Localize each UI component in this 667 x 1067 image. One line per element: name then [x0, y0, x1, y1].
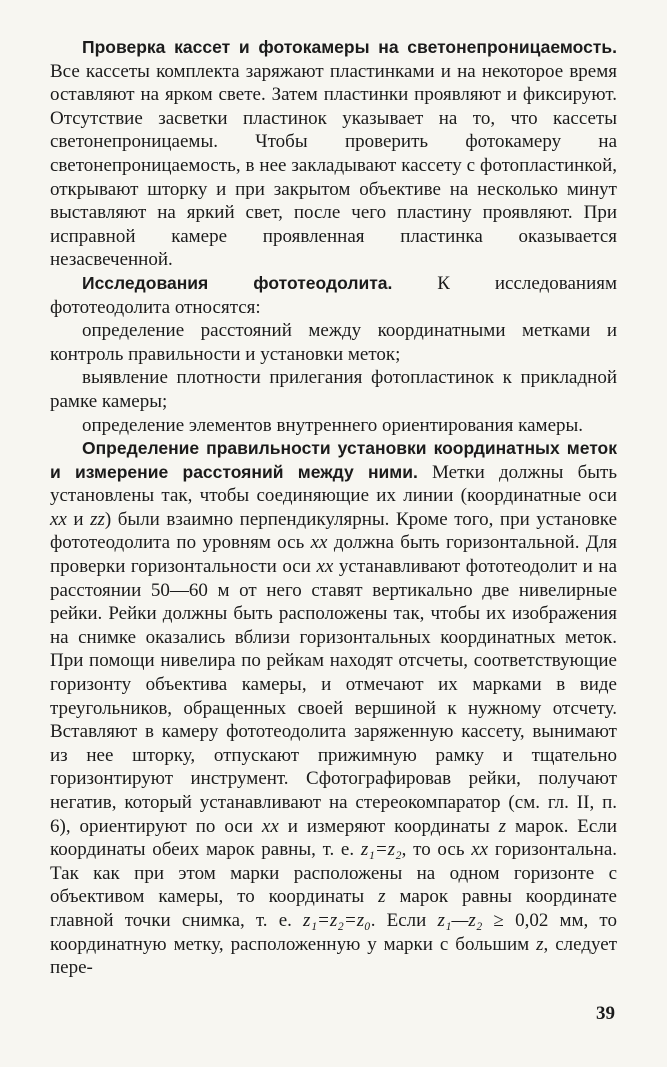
list-item: выявление плотности прилегания фотопластинок к прикладной рамке камеры; [50, 367, 617, 412]
list-item: определение элементов внутреннего ориентирования камеры. [82, 414, 584, 436]
page-number: 39 [596, 1003, 615, 1024]
paragraph-investigations [50, 272, 617, 319]
list-item: определение расстояний между координатными метками и контроль правильности и установки меток; [50, 320, 617, 365]
paragraph-body: Все кассеты комплекта заряжают пластинками и на некоторое время оставляют на ярком свете. Затем пластинки проявляют и фиксируют. Отсутствие засветки пластинок указывает на то, что кассеты светонепроницаемы. Чтобы проверить фотокамеру на светонепроницаемость, в нее закладывают кассету с фотопластинкой, открывают шторку и при закрытом объективе на несколько минут выставляют на яркий свет, после чего пластину проявляют. При исправной камере проявленная пластинка оказывается незасвеченной. [50, 60, 617, 271]
paragraph-body: К исследованиям фототеодолита относятся: [50, 272, 618, 318]
section-heading: Определение правильности установки координатных меток и измерение расстояний между ними. [50, 438, 617, 482]
section-heading: Проверка кассет и фотокамеры на светонепроницаемость. [82, 37, 617, 57]
paragraph-marks: Определение правильности установки координатных меток и измерение расстояний между ними. Метки должны быть установлены так, чтобы соединяющие их линии (координатные оси xx и zz) были взаимно перпендикулярны. Кроме того, при установке фототеодолита по уровням ось xx должна быть горизонтальной. Для проверки горизонтальности оси xx устанавливают фототеодолит и на расстоянии 50—60 м от него ставят вертикально две нивелирные рейки. Рейки должны быть расположены так, чтобы их изображения на снимке оказались вблизи горизонтальных координатных меток. При помощи нивелира по рейкам находят отсчеты, соответствующие горизонту объектива камеры, и отмечают их марками в виде треугольников, обращенных своей вершиной к нужному отсчету. Вставляют в камеру фототеодолита заряженную кассету, вынимают из нее шторку, отпускают прижимную рамку и тщательно горизонтируют инструмент. Сфотографировав рейки, получают негатив, который устанавливают на стереокомпаратор (см. гл. II, п. 6), ориентируют по оси xx и измеряют координаты z марок. Если координаты обеих марок равны, т. е. z₁=z₂, то ось xx горизонтальна. Так как при этом марки расположены на одном горизонте с объективом камеры, то координаты z марок равны координате главной точки снимка, т. е. z₁=z₂=z₀. Если z₁—z₂ ≥ 0,02 мм, то координатную метку, расположенную у марки с большим z, следует пере- [50, 438, 618, 979]
section-heading: Исследования фототеодолита. [82, 272, 393, 293]
page-text [50, 36, 617, 980]
paragraph-cassette-check [50, 36, 617, 272]
